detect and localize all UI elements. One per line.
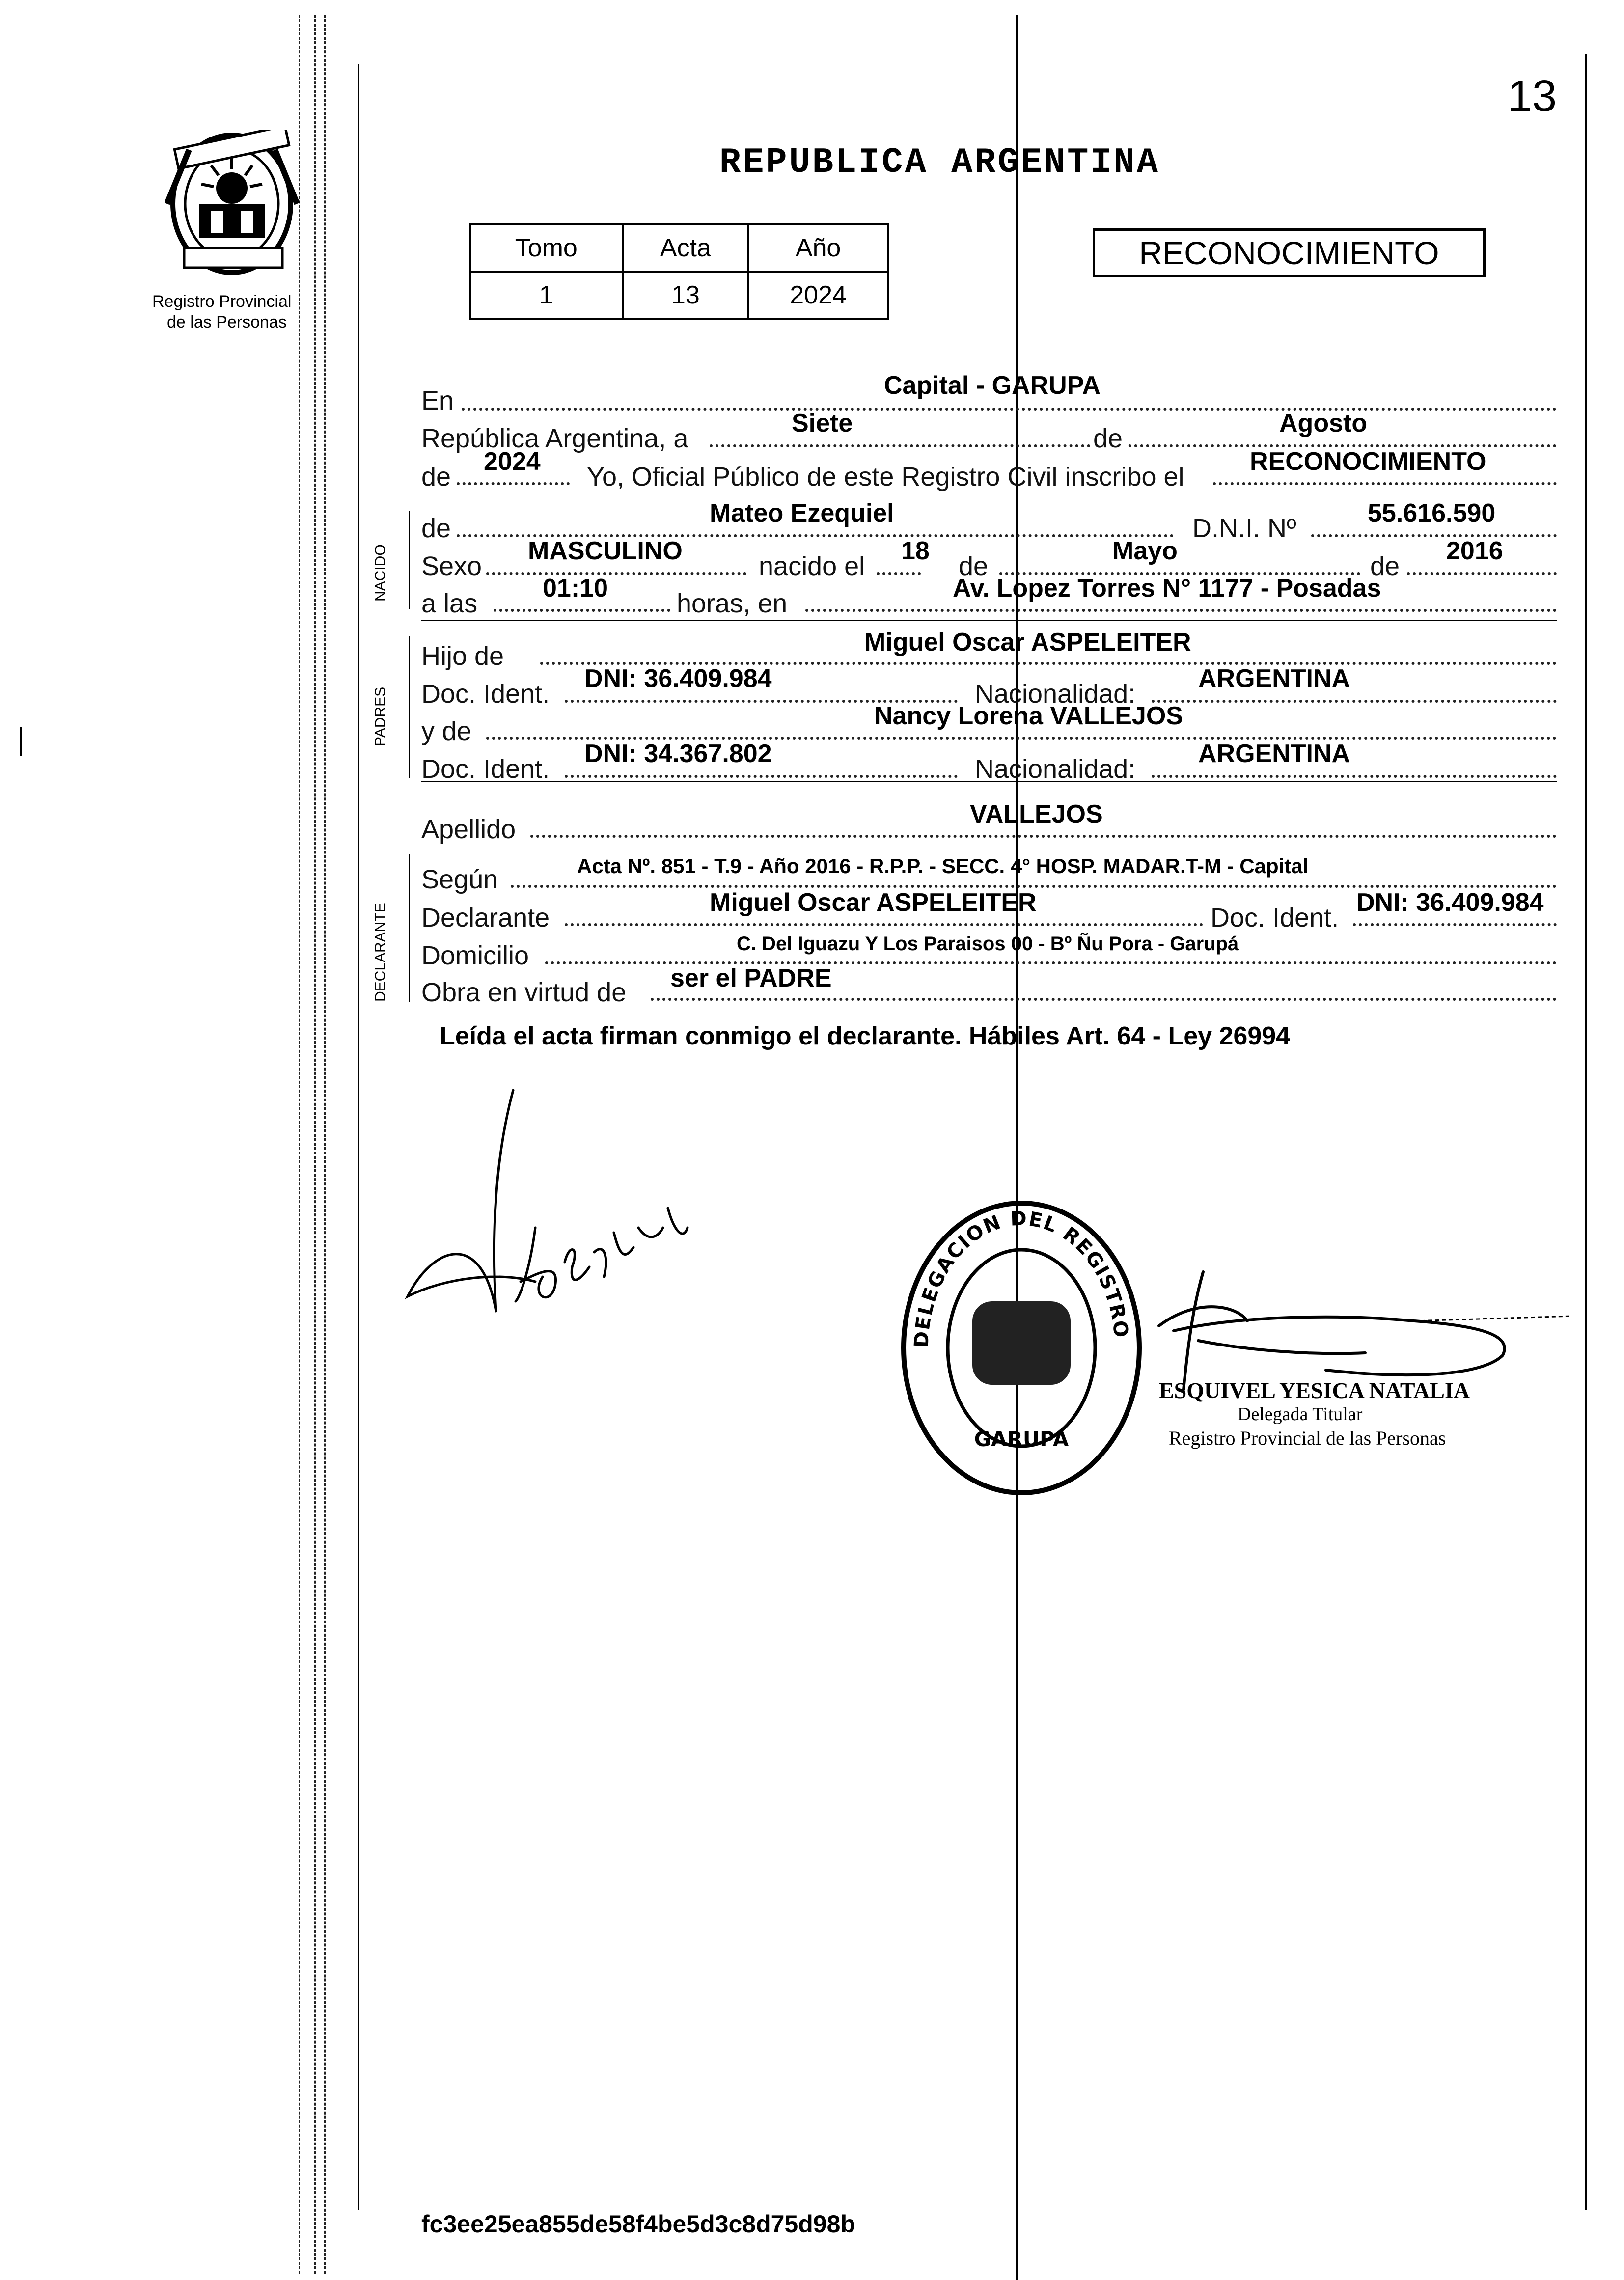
act-type-label: RECONOCIMIENTO — [1139, 235, 1439, 271]
document-hash: fc3ee25ea855de58f4be5d3c8d75d98b — [421, 2210, 855, 2238]
logo-caption-2: de las Personas — [167, 313, 287, 331]
edge-mark — [20, 727, 22, 756]
left-border — [358, 64, 359, 2210]
domicilio-value: C. Del Iguazu Y Los Paraisos 00 - Bº Ñu Pora - Garupá — [737, 933, 1239, 955]
nacionalidad-label: Nacionalidad: — [975, 754, 1136, 784]
birth-month: Mayo — [1112, 537, 1178, 565]
declarante-dni: DNI: 36.409.984 — [1356, 888, 1544, 917]
nacido-de-label: de — [421, 514, 451, 543]
registry-stamp — [899, 1198, 1144, 1498]
child-dni: 55.616.590 — [1368, 499, 1496, 527]
padres-section-label: PADRES — [372, 687, 388, 746]
table-header: Año — [748, 224, 888, 272]
child-name: Mateo Ezequiel — [710, 499, 894, 527]
table-header: Acta — [623, 224, 749, 272]
act-type-value: RECONOCIMIENTO — [1250, 447, 1486, 476]
de-label: de — [1090, 423, 1126, 454]
province-logo — [165, 130, 300, 282]
segun-label: Según — [421, 865, 498, 894]
year-value: 2024 — [484, 447, 541, 476]
logo-caption-1: Registro Provincial — [152, 292, 292, 311]
birth-hour: 01:10 — [543, 574, 608, 603]
closing-statement: Leída el acta firman conmigo el declarante. Hábiles Art. 64 - Ley 26994 — [440, 1022, 1291, 1050]
official-organization: Registro Provincial de las Personas — [1169, 1427, 1446, 1449]
de2-label: de — [421, 462, 451, 492]
de-label: de — [959, 551, 989, 581]
republica-label: República Argentina, a — [421, 424, 688, 453]
dotted-line — [1213, 482, 1557, 485]
dotted-line — [1353, 923, 1557, 926]
dotted-line — [1152, 775, 1557, 778]
obra-label: Obra en virtud de — [421, 978, 627, 1007]
nacionalidad-label: Nacionalidad: — [975, 679, 1136, 709]
doc-ident-label: Doc. Ident. — [421, 754, 550, 784]
section-bracket — [409, 511, 410, 609]
segun-value: Acta Nº. 851 - T.9 - Año 2016 - R.P.P. - SECC. 4° HOSP. MADAR.T-M - Capital — [577, 854, 1309, 878]
margin-line — [314, 15, 316, 2274]
yde-label: y de — [421, 716, 472, 746]
table-cell: 2024 — [748, 272, 888, 319]
horas-label: horas, en — [677, 589, 788, 618]
dotted-line — [494, 609, 670, 612]
stamp-bottom-text: GARUPA — [974, 1427, 1069, 1451]
dotted-line — [805, 609, 1557, 612]
right-border — [1585, 54, 1587, 2210]
en-label: En — [421, 386, 454, 415]
dotted-line — [565, 923, 1203, 926]
apellido-label: Apellido — [421, 815, 516, 844]
act-type-box — [1093, 228, 1486, 277]
dotted-line — [486, 572, 746, 575]
birth-day: 18 — [901, 537, 930, 565]
official-name: ESQUIVEL YESICA NATALIA — [1159, 1378, 1470, 1403]
dotted-line — [1311, 534, 1557, 537]
stamp-seal-icon — [899, 1198, 1144, 1498]
stamp-ring-text: DELEGACION DEL REGISTRO — [910, 1207, 1132, 1348]
birth-year: 2016 — [1446, 537, 1503, 565]
father-name: Miguel Oscar ASPELEITER — [864, 628, 1191, 657]
dotted-line — [651, 998, 1557, 1001]
month-value: Agosto — [1279, 409, 1368, 438]
province-emblem-icon — [165, 130, 300, 282]
day-value: Siete — [792, 409, 853, 438]
en-value: Capital - GARUPA — [884, 371, 1101, 400]
table-cell: 13 — [623, 272, 749, 319]
margin-line — [324, 15, 326, 2274]
dotted-line — [1152, 700, 1557, 703]
mother-dni: DNI: 34.367.802 — [584, 740, 772, 768]
de-label: de — [1370, 551, 1400, 581]
doc-ident-label: Doc. Ident. — [1211, 903, 1339, 933]
dotted-line — [565, 775, 958, 778]
declarant-signature — [373, 1080, 727, 1316]
margin-line — [299, 15, 300, 2274]
dotted-line — [457, 482, 570, 485]
declarante-section-label: DECLARANTE — [372, 903, 388, 1002]
official-signature — [1139, 1267, 1571, 1395]
doc-ident-label: Doc. Ident. — [421, 679, 550, 709]
dotted-line — [530, 835, 1557, 838]
section-separator — [421, 620, 1557, 621]
obra-value: ser el PADRE — [670, 964, 832, 992]
dotted-line — [1407, 572, 1557, 575]
father-nationality: ARGENTINA — [1198, 664, 1350, 693]
table-cell: 1 — [470, 272, 623, 319]
sexo-value: MASCULINO — [528, 537, 683, 565]
domicilio-label: Domicilio — [421, 941, 529, 970]
nacido-section-label: NACIDO — [372, 544, 388, 602]
declarante-label: Declarante — [421, 903, 550, 933]
apellido-value: VALLEJOS — [970, 800, 1103, 828]
page-number: 13 — [1508, 72, 1557, 121]
volume-table — [469, 223, 889, 320]
section-bracket — [409, 854, 410, 1002]
mother-name: Nancy Lorena VALLEJOS — [874, 702, 1183, 730]
birth-place: Av. Lopez Torres N° 1177 - Posadas — [953, 574, 1381, 603]
father-dni: DNI: 36.409.984 — [584, 664, 772, 693]
oficial-text: Yo, Oficial Público de este Registro Civil inscribo el — [587, 462, 1184, 492]
dotted-line — [877, 572, 921, 575]
section-separator — [421, 781, 1557, 782]
table-header: Tomo — [470, 224, 623, 272]
sexo-label: Sexo — [421, 551, 482, 581]
fold-line — [1016, 15, 1018, 2280]
page-title: REPUBLICA ARGENTINA — [719, 142, 1160, 183]
section-bracket — [409, 636, 410, 778]
official-role: Delegada Titular — [1238, 1404, 1363, 1425]
dotted-line — [462, 408, 1557, 411]
hijo-label: Hijo de — [421, 641, 504, 671]
dni-label: D.N.I. Nº — [1192, 514, 1296, 543]
nacido-el-label: nacido el — [759, 551, 865, 581]
declarante-name: Miguel Oscar ASPELEITER — [710, 888, 1037, 917]
mother-nationality: ARGENTINA — [1198, 740, 1350, 768]
hora-label: a las — [421, 589, 478, 618]
